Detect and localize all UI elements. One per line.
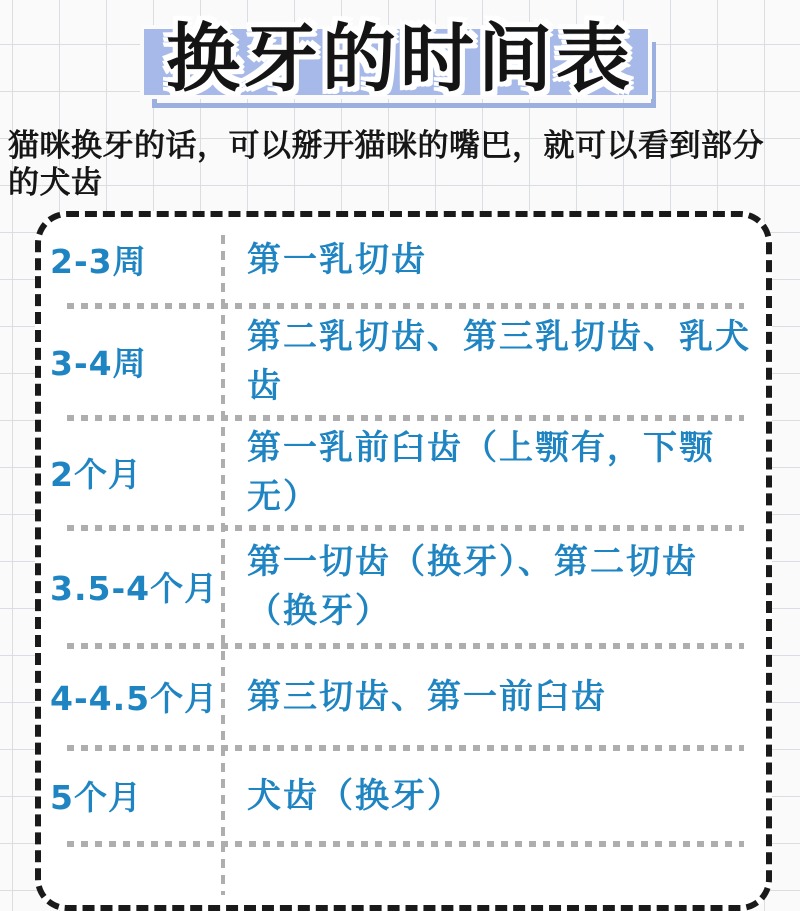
table-row bbox=[41, 217, 766, 303]
table-row bbox=[41, 421, 766, 525]
age-cell: 3.5-4个月 bbox=[50, 569, 219, 609]
table-row bbox=[41, 751, 766, 841]
title-area bbox=[0, 0, 800, 122]
intro-text: 猫咪换牙的话，可以掰开猫咪的嘴巴，就可以看到部分的犬齿 bbox=[8, 128, 764, 201]
age-cell: 2个月 bbox=[50, 455, 142, 495]
teeth-cell: 犬齿（换牙） bbox=[247, 775, 463, 816]
teeth-cell: 第一乳切齿 bbox=[247, 239, 427, 280]
age-cell: 4-4.5个月 bbox=[50, 679, 219, 719]
tooth-schedule-table bbox=[35, 211, 772, 911]
table-row-partial bbox=[41, 847, 766, 907]
table-rows bbox=[41, 217, 766, 907]
teeth-cell: 第二乳切齿、第三乳切齿、乳犬齿 bbox=[247, 317, 751, 406]
age-cell: 5个月 bbox=[50, 778, 142, 818]
table-row bbox=[41, 649, 766, 745]
teeth-cell: 第三切齿、第一前臼齿 bbox=[247, 676, 607, 717]
table-row bbox=[41, 531, 766, 643]
age-cell: 2-3周 bbox=[50, 242, 147, 282]
table-row bbox=[41, 309, 766, 415]
teeth-cell: 第一乳前臼齿（上颚有，下颚无） bbox=[247, 428, 715, 517]
teeth-cell: 第一切齿（换牙）、第二切齿（换牙） bbox=[247, 542, 698, 631]
page-title: 换牙的时间表 bbox=[166, 16, 634, 102]
age-cell: 3-4周 bbox=[50, 344, 147, 384]
